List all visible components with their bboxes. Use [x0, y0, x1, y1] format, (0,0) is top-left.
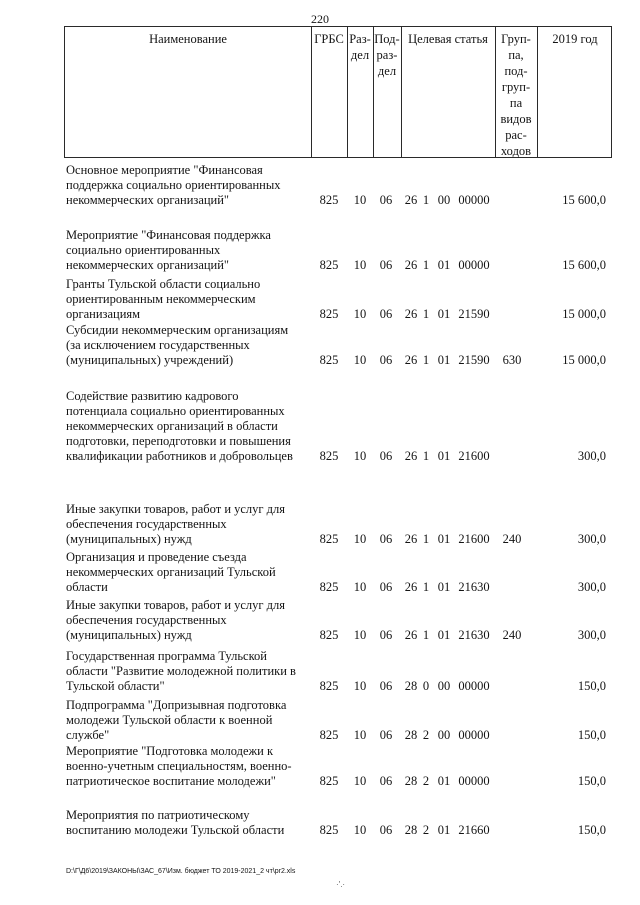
page-number: 220 [311, 12, 329, 26]
row-name-line: (муниципальных) учреждений) [66, 353, 234, 367]
file-path: D:\Г\Д6\2019\ЗАКОНЫ\ЗАС_67\Изм. бюджет ТО 2019-2021_2 чт\pr2.xls [66, 868, 296, 875]
row-amount: 15 000,0 [562, 353, 606, 367]
row-t2: 2 [422, 823, 430, 837]
row-grbs: 825 [319, 353, 339, 367]
row-name [66, 163, 302, 208]
row-t2: 1 [422, 307, 430, 321]
row-pr: 06 [379, 532, 393, 546]
row-name [66, 323, 302, 368]
row-rz: 10 [353, 307, 367, 321]
row-name-line: Мероприятие "Финансовая поддержка [66, 228, 271, 242]
header-podrazdel-line: раз- [376, 48, 398, 62]
row-t4: 00000 [458, 193, 490, 207]
row-t2: 1 [422, 449, 430, 463]
row-vr: 240 [502, 628, 522, 642]
row-name-line: некоммерческих организаций" [66, 258, 230, 272]
row-grbs: 825 [319, 193, 339, 207]
row-amount: 15 600,0 [562, 193, 606, 207]
row-t4: 21600 [458, 532, 490, 546]
header-group-line: рас- [505, 128, 527, 142]
row-t1: 26 [404, 193, 418, 207]
row-grbs: 825 [319, 728, 339, 742]
scan-mark: ·'.· [336, 880, 346, 889]
header-podrazdel [373, 27, 401, 157]
header-target: Целевая статья [408, 32, 488, 46]
header-group-line: Груп- [501, 32, 531, 46]
row-name-line: некоммерческих организаций в области [66, 419, 278, 433]
row-name-line: воспитанию молодежи Тульской области [66, 823, 285, 837]
row-name-line: Государственная программа Тульской [66, 649, 267, 663]
row-pr: 06 [379, 679, 393, 693]
row-rz: 10 [353, 823, 367, 837]
row-t2: 2 [422, 728, 430, 742]
row-t1: 26 [404, 580, 418, 594]
header-razdel-line: дел [350, 48, 370, 62]
row-name-line: некоммерческих организаций Тульской [66, 565, 276, 579]
row-rz: 10 [353, 728, 367, 742]
header-group-line: видов [500, 112, 532, 126]
row-pr: 06 [379, 449, 393, 463]
row-name-line: (муниципальных) нужд [66, 532, 192, 546]
row-amount: 150,0 [577, 823, 606, 837]
row-t3: 01 [437, 353, 451, 367]
row-name-line: квалификации работников и добровольцев [66, 449, 293, 463]
row-name [66, 550, 302, 595]
row-t2: 0 [422, 679, 430, 693]
row-rz: 10 [353, 193, 367, 207]
row-t1: 28 [404, 774, 418, 788]
row-rz: 10 [353, 774, 367, 788]
row-t4: 21590 [458, 353, 490, 367]
row-amount: 150,0 [577, 679, 606, 693]
row-vr: 240 [502, 532, 522, 546]
row-name-line: Мероприятие "Подготовка молодежи к [66, 744, 274, 758]
row-name-line: ориентированным некоммерческим [66, 292, 256, 306]
row-amount: 300,0 [577, 449, 606, 463]
row-t3: 00 [437, 728, 451, 742]
row-name-line: Основное мероприятие "Финансовая [66, 163, 263, 177]
header-name: Наименование [149, 32, 227, 46]
row-name [66, 649, 302, 694]
row-vr: 630 [502, 353, 522, 367]
row-name-line: патриотическое воспитание молодежи" [66, 774, 276, 788]
row-t1: 26 [404, 449, 418, 463]
row-grbs: 825 [319, 823, 339, 837]
row-rz: 10 [353, 258, 367, 272]
row-name-line: Содействие развитию кадрового [66, 389, 239, 403]
row-grbs: 825 [319, 258, 339, 272]
row-t1: 26 [404, 628, 418, 642]
row-t1: 26 [404, 258, 418, 272]
header-razdel-line: Раз- [349, 32, 371, 46]
row-t3: 01 [437, 258, 451, 272]
row-t3: 01 [437, 449, 451, 463]
row-t4: 21630 [458, 580, 490, 594]
row-amount: 300,0 [577, 532, 606, 546]
row-pr: 06 [379, 728, 393, 742]
row-t4: 00000 [458, 258, 490, 272]
row-name [66, 389, 302, 464]
row-name [66, 277, 302, 322]
row-amount: 150,0 [577, 774, 606, 788]
row-rz: 10 [353, 679, 367, 693]
header-group-line: па [509, 96, 523, 110]
row-t3: 01 [437, 307, 451, 321]
row-t1: 28 [404, 679, 418, 693]
row-pr: 06 [379, 823, 393, 837]
row-name-line: поддержка социально ориентированных [66, 178, 281, 192]
row-rz: 10 [353, 449, 367, 463]
row-t4: 21590 [458, 307, 490, 321]
row-t4: 00000 [458, 679, 490, 693]
row-amount: 300,0 [577, 580, 606, 594]
row-pr: 06 [379, 580, 393, 594]
row-name-line: области "Развитие молодежной политики в [66, 664, 296, 678]
row-t2: 1 [422, 258, 430, 272]
row-name-line: военно-учетным специальностям, военно- [66, 759, 292, 773]
row-name [66, 502, 302, 547]
row-t3: 01 [437, 774, 451, 788]
row-name-line: потенциала социально ориентированных [66, 404, 285, 418]
row-grbs: 825 [319, 449, 339, 463]
header-razdel [347, 27, 373, 157]
row-grbs: 825 [319, 628, 339, 642]
row-t3: 01 [437, 823, 451, 837]
row-pr: 06 [379, 628, 393, 642]
row-t1: 26 [404, 307, 418, 321]
row-t4: 21630 [458, 628, 490, 642]
row-t2: 1 [422, 193, 430, 207]
header-group-line: груп- [501, 80, 531, 94]
row-name-line: Тульской области" [66, 679, 165, 693]
row-name-line: Субсидии некоммерческим организациям [66, 323, 289, 337]
row-t2: 1 [422, 532, 430, 546]
row-t3: 00 [437, 193, 451, 207]
row-t3: 01 [437, 580, 451, 594]
row-name-line: службе" [66, 728, 110, 742]
header-group-line: па, [508, 48, 524, 62]
row-grbs: 825 [319, 532, 339, 546]
row-rz: 10 [353, 580, 367, 594]
row-t3: 01 [437, 628, 451, 642]
row-pr: 06 [379, 353, 393, 367]
row-name-line: Иные закупки товаров, работ и услуг для [66, 598, 286, 612]
row-t2: 1 [422, 353, 430, 367]
row-pr: 06 [379, 307, 393, 321]
row-pr: 06 [379, 774, 393, 788]
header-grbs: ГРБС [314, 32, 344, 46]
row-grbs: 825 [319, 774, 339, 788]
row-name-line: Иные закупки товаров, работ и услуг для [66, 502, 286, 516]
header-group-line: ходов [500, 144, 532, 158]
header-podrazdel-line: дел [377, 64, 397, 78]
row-name-line: Подпрограмма "Допризывная подготовка [66, 698, 287, 712]
row-name-line: социально ориентированных [66, 243, 221, 257]
row-t4: 21600 [458, 449, 490, 463]
row-t2: 1 [422, 628, 430, 642]
row-name [66, 744, 302, 789]
row-name-line: Мероприятия по патриотическому [66, 808, 250, 822]
row-name-line: молодежи Тульской области к военной [66, 713, 273, 727]
row-t1: 26 [404, 532, 418, 546]
row-t4: 00000 [458, 774, 490, 788]
row-name-line: организациям [66, 307, 141, 321]
row-amount: 300,0 [577, 628, 606, 642]
row-name-line: (муниципальных) нужд [66, 628, 192, 642]
header-podrazdel-line: Под- [374, 32, 400, 46]
row-amount: 150,0 [577, 728, 606, 742]
row-t2: 1 [422, 580, 430, 594]
row-name [66, 698, 302, 743]
row-name [66, 808, 302, 838]
row-name-line: области [66, 580, 108, 594]
row-t4: 21660 [458, 823, 490, 837]
row-amount: 15 600,0 [562, 258, 606, 272]
table-header [64, 26, 612, 158]
row-t3: 01 [437, 532, 451, 546]
row-t1: 28 [404, 823, 418, 837]
row-rz: 10 [353, 353, 367, 367]
row-grbs: 825 [319, 580, 339, 594]
row-name-line: Организация и проведение съезда [66, 550, 247, 564]
row-grbs: 825 [319, 679, 339, 693]
row-name-line: Гранты Тульской области социально [66, 277, 261, 291]
row-name-line: обеспечения государственных [66, 613, 227, 627]
row-name-line: подготовки, переподготовки и повышения [66, 434, 291, 448]
row-name-line: обеспечения государственных [66, 517, 227, 531]
row-name [66, 228, 302, 273]
header-group-line: под- [504, 64, 528, 78]
row-t3: 00 [437, 679, 451, 693]
row-pr: 06 [379, 193, 393, 207]
row-pr: 06 [379, 258, 393, 272]
row-t1: 28 [404, 728, 418, 742]
row-rz: 10 [353, 532, 367, 546]
row-t2: 2 [422, 774, 430, 788]
header-group [495, 27, 537, 157]
row-t1: 26 [404, 353, 418, 367]
row-amount: 15 000,0 [562, 307, 606, 321]
row-rz: 10 [353, 628, 367, 642]
row-grbs: 825 [319, 307, 339, 321]
row-name [66, 598, 302, 643]
row-t4: 00000 [458, 728, 490, 742]
header-year: 2019 год [552, 32, 598, 46]
row-name-line: (за исключением государственных [66, 338, 250, 352]
row-name-line: некоммерческих организаций" [66, 193, 230, 207]
